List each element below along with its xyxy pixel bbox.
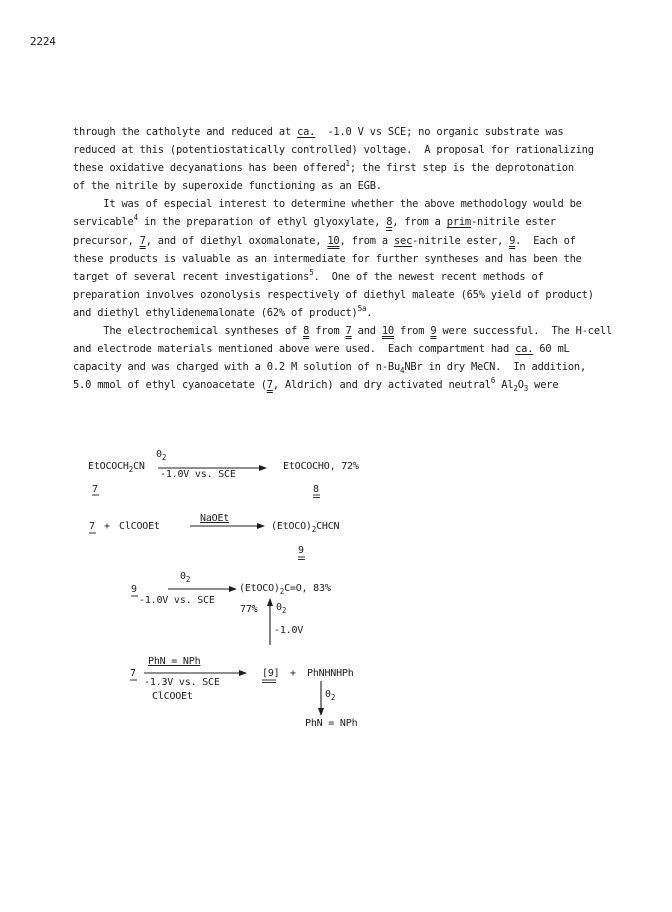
- condition-text: -1.0V vs. SCE: [139, 595, 215, 606]
- text-line: these products is valuable as an intermediate for further syntheses and has been the: [73, 252, 582, 265]
- plus-sign: +: [290, 668, 296, 679]
- text-line: and diethyl ethylidenemalonate (62% of product)$^{5a}$.: [73, 303, 373, 319]
- compound-ethyl-glyoxylate: EtOCOCHO, 72%: [283, 461, 359, 472]
- compound-hydrazobenzene: PhNHNHPh: [307, 668, 354, 679]
- compound-azobenzene: PhN = NPh: [305, 718, 358, 729]
- compound-number: 7: [130, 668, 136, 679]
- reagent-naoet: NaOEt: [200, 513, 230, 524]
- text-line: target of several recent investigations$^5$. One of the newest recent methods of: [73, 267, 544, 283]
- text-line: these oxidative decyanations has been offered$^1$; the first step is the deprotonation: [73, 159, 574, 175]
- page-number: 2224: [30, 35, 56, 48]
- compound-ethyl-cyanoacetate: EtOCOCH$_2$CN: [88, 461, 145, 474]
- compound-number: 9: [131, 584, 137, 595]
- text-line: reduced at this (potentiostatically controlled) voltage. A proposal for rationalizing: [73, 144, 594, 157]
- condition-text: -1.3V vs. SCE: [144, 677, 220, 688]
- text-line: of the nitrile by superoxide functioning as an EGB.: [73, 180, 382, 193]
- reagent-o2: $0_2$: [276, 602, 287, 615]
- reagent-o2: $0_2$: [156, 449, 167, 462]
- text-line: 5.0 mmol of ethyl cyanoacetate (7, Aldrich) and dry activated neutral$^6$ $Al_2O_3$ were: [73, 376, 559, 394]
- compound-ethyl-chloroformate: ClCOOEt: [119, 521, 160, 532]
- compound-number: 8: [313, 484, 319, 495]
- reagent-azobenzene: PhN = NPh: [148, 656, 201, 667]
- text-line: preparation involves ozonolysis respectively of diethyl maleate (65% yield of product): [73, 288, 594, 301]
- condition-text: -1.0V vs. SCE: [160, 469, 236, 480]
- text-line: precursor, 7, and of diethyl oxomalonate, 10, from a sec-nitrile ester, 9. Each of: [73, 234, 576, 247]
- reagent-o2: $0_2$: [325, 689, 336, 702]
- text-line: It was of especial interest to determine whether the above methodology would be: [73, 198, 582, 211]
- yield-text: 77%: [240, 604, 258, 615]
- compound-number: 7: [92, 484, 98, 495]
- compound-number: 7: [89, 521, 95, 532]
- text-line: capacity and was charged with a 0.2 M solution of $n-Bu_4NBr$ in dry MeCN. In addition,: [73, 361, 587, 376]
- text-line: servicable$^4$ in the preparation of ethyl glyoxylate, 8, from a prim-nitrile ester: [73, 213, 556, 229]
- compound-number: 9: [298, 545, 304, 556]
- text-line: and electrode materials mentioned above were used. Each compartment had ca. 60 mL: [73, 343, 570, 356]
- condition-text: -1.0V: [274, 625, 304, 636]
- compound-oxomalonate: $(EtOCO)_2C=O$, 83%: [239, 583, 331, 596]
- compound-cyanomalonate: $(EtOCO)_2CHCN$: [271, 521, 340, 534]
- text-line: The electrochemical syntheses of 8 from 7 and 10 from 9 were successful. The H-cell: [73, 325, 613, 338]
- compound-number: [9]: [262, 668, 280, 679]
- reagent-o2: $0_2$: [180, 571, 191, 584]
- plus-sign: +: [104, 521, 110, 532]
- text-line: through the catholyte and reduced at ca. -1.0 V vs SCE; no organic substrate was: [73, 126, 564, 138]
- reagent-ethyl-chloroformate: ClCOOEt: [152, 691, 193, 702]
